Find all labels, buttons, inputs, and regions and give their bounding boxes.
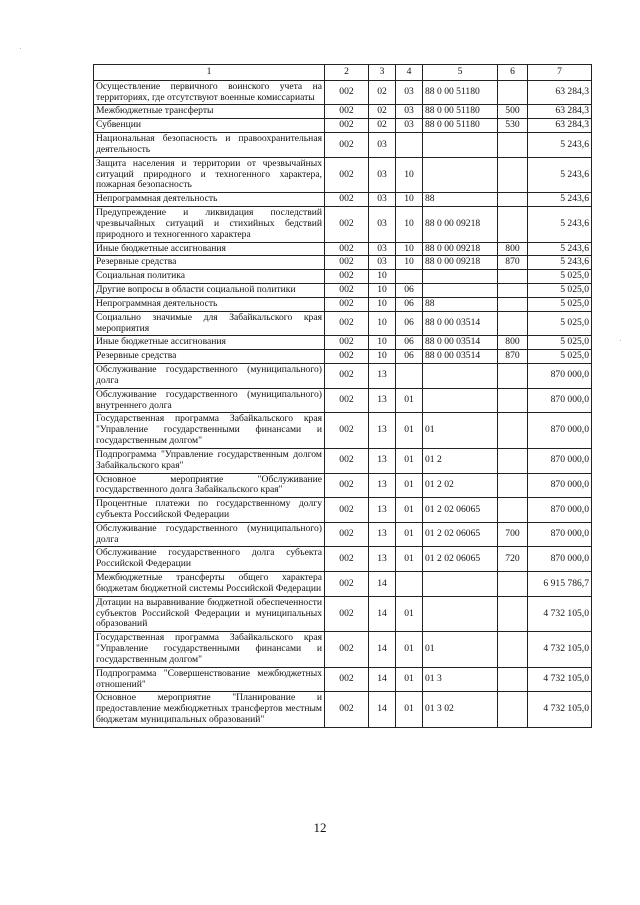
row-section-cell: 02: [369, 105, 396, 119]
row-subsection-cell: 01: [396, 498, 423, 523]
scan-speck: [620, 340, 621, 341]
row-expense-type-cell: [498, 572, 528, 597]
row-amount-cell: 5 243,6: [528, 207, 592, 242]
row-expense-type-cell: [498, 388, 528, 413]
row-section-cell: 10: [369, 284, 396, 298]
row-grbs-cell: 002: [325, 256, 369, 270]
column-header: 5: [423, 65, 498, 81]
row-name-cell: Резервные средства: [94, 350, 325, 364]
row-grbs-cell: 002: [325, 572, 369, 597]
row-name-cell: Основное мероприятие "Планирование и предоставление межбюджетных трансфертов местным бюджетам муниципальных образований": [94, 692, 325, 727]
row-section-cell: 02: [369, 119, 396, 133]
row-target-article-cell: 88 0 00 51180: [423, 119, 498, 133]
column-header: 7: [528, 65, 592, 81]
row-name-cell: Социально значимые для Забайкальского края мероприятия: [94, 311, 325, 336]
row-grbs-cell: 002: [325, 270, 369, 284]
row-amount-cell: 4 732 105,0: [528, 596, 592, 631]
row-subsection-cell: 06: [396, 297, 423, 311]
row-section-cell: 13: [369, 448, 396, 473]
table-row: [94, 242, 592, 256]
table-row: [94, 596, 592, 631]
row-section-cell: 10: [369, 336, 396, 350]
row-name-cell: Резервные средства: [94, 256, 325, 270]
row-subsection-cell: 06: [396, 311, 423, 336]
row-section-cell: 10: [369, 270, 396, 284]
row-expense-type-cell: [498, 596, 528, 631]
row-target-article-cell: 01: [423, 413, 498, 448]
row-section-cell: 03: [369, 157, 396, 192]
row-subsection-cell: [396, 572, 423, 597]
table-row: [94, 547, 592, 572]
row-grbs-cell: 002: [325, 336, 369, 350]
row-grbs-cell: 002: [325, 473, 369, 498]
row-grbs-cell: 002: [325, 547, 369, 572]
row-subsection-cell: 01: [396, 388, 423, 413]
table-row: [94, 632, 592, 667]
row-expense-type-cell: [498, 193, 528, 207]
row-target-article-cell: 01 3 02: [423, 692, 498, 727]
table-row: [94, 667, 592, 692]
table-row: [94, 388, 592, 413]
row-expense-type-cell: [498, 207, 528, 242]
row-section-cell: 14: [369, 632, 396, 667]
table-row: [94, 522, 592, 547]
row-name-cell: Обслуживание государственного (муниципального) внутреннего долга: [94, 388, 325, 413]
row-expense-type-cell: [498, 80, 528, 105]
table-row: [94, 350, 592, 364]
table-row: [94, 157, 592, 192]
row-amount-cell: 4 732 105,0: [528, 632, 592, 667]
row-target-article-cell: [423, 364, 498, 389]
row-grbs-cell: 002: [325, 667, 369, 692]
row-section-cell: 13: [369, 413, 396, 448]
row-expense-type-cell: 870: [498, 256, 528, 270]
row-section-cell: 03: [369, 242, 396, 256]
row-subsection-cell: 01: [396, 448, 423, 473]
row-grbs-cell: 002: [325, 350, 369, 364]
column-header: 1: [94, 65, 325, 81]
table-row: [94, 692, 592, 727]
row-amount-cell: 5 243,6: [528, 157, 592, 192]
row-section-cell: 03: [369, 256, 396, 270]
row-section-cell: 13: [369, 388, 396, 413]
row-section-cell: 03: [369, 193, 396, 207]
row-section-cell: 10: [369, 297, 396, 311]
table-row: [94, 193, 592, 207]
row-amount-cell: 870 000,0: [528, 473, 592, 498]
row-amount-cell: 870 000,0: [528, 448, 592, 473]
row-name-cell: Основное мероприятие "Обслуживание государственного долга Забайкальского края": [94, 473, 325, 498]
row-section-cell: 03: [369, 207, 396, 242]
row-subsection-cell: 01: [396, 413, 423, 448]
row-subsection-cell: 06: [396, 336, 423, 350]
row-name-cell: Национальная безопасность и правоохранительная деятельность: [94, 133, 325, 158]
table-row: [94, 297, 592, 311]
row-target-article-cell: 88 0 00 09218: [423, 256, 498, 270]
row-name-cell: Дотации на выравнивание бюджетной обеспеченности субъектов Российской Федерации и муниципальных образований: [94, 596, 325, 631]
row-expense-type-cell: 800: [498, 336, 528, 350]
row-name-cell: Государственная программа Забайкальского края "Управление государственными финансами и государственным долгом": [94, 632, 325, 667]
row-expense-type-cell: [498, 270, 528, 284]
row-name-cell: Непрограммная деятельность: [94, 297, 325, 311]
row-amount-cell: 5 243,6: [528, 256, 592, 270]
row-target-article-cell: [423, 572, 498, 597]
row-target-article-cell: [423, 157, 498, 192]
row-subsection-cell: 01: [396, 667, 423, 692]
row-subsection-cell: 10: [396, 193, 423, 207]
row-name-cell: Защита населения и территории от чрезвычайных ситуаций природного и техногенного характера, пожарная безопасность: [94, 157, 325, 192]
scan-speck: [20, 48, 21, 49]
page-number: 12: [313, 820, 327, 835]
row-expense-type-cell: [498, 632, 528, 667]
row-expense-type-cell: 530: [498, 119, 528, 133]
row-name-cell: Социальная политика: [94, 270, 325, 284]
row-expense-type-cell: [498, 413, 528, 448]
row-expense-type-cell: 700: [498, 522, 528, 547]
row-expense-type-cell: [498, 667, 528, 692]
row-section-cell: 14: [369, 667, 396, 692]
row-grbs-cell: 002: [325, 105, 369, 119]
row-target-article-cell: 01 2 02 06065: [423, 522, 498, 547]
row-target-article-cell: 01 2 02: [423, 473, 498, 498]
row-section-cell: 10: [369, 350, 396, 364]
table-row: [94, 119, 592, 133]
table-row: [94, 105, 592, 119]
row-subsection-cell: 03: [396, 119, 423, 133]
row-target-article-cell: 88 0 00 51180: [423, 80, 498, 105]
row-name-cell: Другие вопросы в области социальной политики: [94, 284, 325, 298]
row-expense-type-cell: [498, 692, 528, 727]
row-amount-cell: 4 732 105,0: [528, 667, 592, 692]
row-section-cell: 13: [369, 364, 396, 389]
row-amount-cell: 870 000,0: [528, 547, 592, 572]
row-expense-type-cell: 720: [498, 547, 528, 572]
row-subsection-cell: 01: [396, 632, 423, 667]
row-amount-cell: 63 284,3: [528, 105, 592, 119]
row-amount-cell: 5 025,0: [528, 350, 592, 364]
row-target-article-cell: [423, 133, 498, 158]
row-subsection-cell: 01: [396, 547, 423, 572]
table-row: [94, 270, 592, 284]
row-amount-cell: 870 000,0: [528, 388, 592, 413]
row-grbs-cell: 002: [325, 413, 369, 448]
row-grbs-cell: 002: [325, 632, 369, 667]
row-section-cell: 14: [369, 596, 396, 631]
table-row: [94, 498, 592, 523]
row-name-cell: Иные бюджетные ассигнования: [94, 336, 325, 350]
row-expense-type-cell: 500: [498, 105, 528, 119]
row-target-article-cell: 88 0 00 09218: [423, 242, 498, 256]
row-subsection-cell: [396, 364, 423, 389]
row-subsection-cell: 10: [396, 207, 423, 242]
row-target-article-cell: 88 0 00 03514: [423, 336, 498, 350]
row-expense-type-cell: [498, 498, 528, 523]
row-name-cell: Предупреждение и ликвидация последствий чрезвычайных ситуаций и стихийных бедствий природного и техногенного характера: [94, 207, 325, 242]
table-row: [94, 284, 592, 298]
table-row: [94, 207, 592, 242]
row-subsection-cell: 01: [396, 692, 423, 727]
table-row: [94, 80, 592, 105]
row-subsection-cell: 10: [396, 157, 423, 192]
row-target-article-cell: [423, 270, 498, 284]
row-section-cell: 14: [369, 692, 396, 727]
row-target-article-cell: 88: [423, 193, 498, 207]
row-name-cell: Подпрограмма "Управление государственным долгом Забайкальского края": [94, 448, 325, 473]
row-section-cell: 14: [369, 572, 396, 597]
row-section-cell: 13: [369, 522, 396, 547]
row-grbs-cell: 002: [325, 133, 369, 158]
column-header: 3: [369, 65, 396, 81]
budget-table: [93, 64, 592, 728]
column-header: 2: [325, 65, 369, 81]
table-body: [94, 80, 592, 727]
row-grbs-cell: 002: [325, 596, 369, 631]
row-grbs-cell: 002: [325, 364, 369, 389]
row-amount-cell: 5 243,6: [528, 193, 592, 207]
row-expense-type-cell: [498, 297, 528, 311]
row-subsection-cell: 01: [396, 522, 423, 547]
row-target-article-cell: 88 0 00 03514: [423, 350, 498, 364]
row-amount-cell: 63 284,3: [528, 119, 592, 133]
row-name-cell: Межбюджетные трансферты общего характера бюджетам бюджетной системы Российской Федерации: [94, 572, 325, 597]
row-amount-cell: 5 025,0: [528, 336, 592, 350]
row-subsection-cell: 01: [396, 596, 423, 631]
row-target-article-cell: 01 2: [423, 448, 498, 473]
table-row: [94, 336, 592, 350]
row-subsection-cell: 10: [396, 256, 423, 270]
row-name-cell: Обслуживание государственного (муниципального) долга: [94, 364, 325, 389]
row-subsection-cell: 03: [396, 80, 423, 105]
row-amount-cell: 5 243,6: [528, 242, 592, 256]
row-grbs-cell: 002: [325, 284, 369, 298]
row-expense-type-cell: [498, 157, 528, 192]
table-row: [94, 311, 592, 336]
row-subsection-cell: 06: [396, 284, 423, 298]
row-name-cell: Непрограммная деятельность: [94, 193, 325, 207]
row-section-cell: 13: [369, 473, 396, 498]
row-amount-cell: 870 000,0: [528, 522, 592, 547]
row-name-cell: Межбюджетные трансферты: [94, 105, 325, 119]
row-name-cell: Процентные платежи по государственному долгу субъекта Российской Федерации: [94, 498, 325, 523]
row-subsection-cell: 03: [396, 105, 423, 119]
row-grbs-cell: 002: [325, 297, 369, 311]
row-name-cell: Обслуживание государственного долга субъекта Российской Федерации: [94, 547, 325, 572]
row-expense-type-cell: [498, 133, 528, 158]
row-expense-type-cell: 870: [498, 350, 528, 364]
table-row: [94, 473, 592, 498]
row-amount-cell: 63 284,3: [528, 80, 592, 105]
row-amount-cell: 5 243,6: [528, 133, 592, 158]
table-row: [94, 256, 592, 270]
row-target-article-cell: [423, 284, 498, 298]
row-amount-cell: 870 000,0: [528, 364, 592, 389]
row-grbs-cell: 002: [325, 692, 369, 727]
row-grbs-cell: 002: [325, 242, 369, 256]
row-target-article-cell: 88 0 00 51180: [423, 105, 498, 119]
row-grbs-cell: 002: [325, 522, 369, 547]
row-amount-cell: 6 915 786,7: [528, 572, 592, 597]
row-expense-type-cell: [498, 473, 528, 498]
row-amount-cell: 870 000,0: [528, 413, 592, 448]
row-target-article-cell: 88 0 00 09218: [423, 207, 498, 242]
table-header: [94, 65, 592, 81]
table-row: [94, 413, 592, 448]
row-target-article-cell: 88: [423, 297, 498, 311]
row-amount-cell: 5 025,0: [528, 284, 592, 298]
row-target-article-cell: [423, 388, 498, 413]
row-section-cell: 13: [369, 498, 396, 523]
row-amount-cell: 4 732 105,0: [528, 692, 592, 727]
row-expense-type-cell: [498, 448, 528, 473]
row-amount-cell: 5 025,0: [528, 297, 592, 311]
row-target-article-cell: [423, 596, 498, 631]
row-target-article-cell: 88 0 00 03514: [423, 311, 498, 336]
row-subsection-cell: 10: [396, 242, 423, 256]
table-row: [94, 448, 592, 473]
row-name-cell: Иные бюджетные ассигнования: [94, 242, 325, 256]
row-grbs-cell: 002: [325, 448, 369, 473]
row-grbs-cell: 002: [325, 388, 369, 413]
row-subsection-cell: [396, 270, 423, 284]
column-header: 4: [396, 65, 423, 81]
row-amount-cell: 5 025,0: [528, 311, 592, 336]
row-section-cell: 03: [369, 133, 396, 158]
row-grbs-cell: 002: [325, 311, 369, 336]
row-subsection-cell: 01: [396, 473, 423, 498]
row-subsection-cell: 06: [396, 350, 423, 364]
table-row: [94, 133, 592, 158]
row-expense-type-cell: 800: [498, 242, 528, 256]
row-grbs-cell: 002: [325, 80, 369, 105]
row-grbs-cell: 002: [325, 498, 369, 523]
row-expense-type-cell: [498, 364, 528, 389]
row-grbs-cell: 002: [325, 193, 369, 207]
table-row: [94, 572, 592, 597]
row-name-cell: Осуществление первичного воинского учета на территориях, где отсутствуют военные комиссариаты: [94, 80, 325, 105]
row-target-article-cell: 01 3: [423, 667, 498, 692]
row-target-article-cell: 01 2 02 06065: [423, 547, 498, 572]
row-name-cell: Государственная программа Забайкальского края "Управление государственными финансами и государственным долгом": [94, 413, 325, 448]
row-target-article-cell: 01: [423, 632, 498, 667]
row-name-cell: Обслуживание государственного (муниципального) долга: [94, 522, 325, 547]
row-expense-type-cell: [498, 311, 528, 336]
row-section-cell: 13: [369, 547, 396, 572]
row-target-article-cell: 01 2 02 06065: [423, 498, 498, 523]
row-section-cell: 02: [369, 80, 396, 105]
column-header: 6: [498, 65, 528, 81]
row-amount-cell: 5 025,0: [528, 270, 592, 284]
row-name-cell: Субвенции: [94, 119, 325, 133]
table-row: [94, 364, 592, 389]
row-subsection-cell: [396, 133, 423, 158]
row-amount-cell: 870 000,0: [528, 498, 592, 523]
row-grbs-cell: 002: [325, 119, 369, 133]
row-name-cell: Подпрограмма "Совершенствование межбюджетных отношений": [94, 667, 325, 692]
row-section-cell: 10: [369, 311, 396, 336]
row-expense-type-cell: [498, 284, 528, 298]
row-grbs-cell: 002: [325, 207, 369, 242]
row-grbs-cell: 002: [325, 157, 369, 192]
